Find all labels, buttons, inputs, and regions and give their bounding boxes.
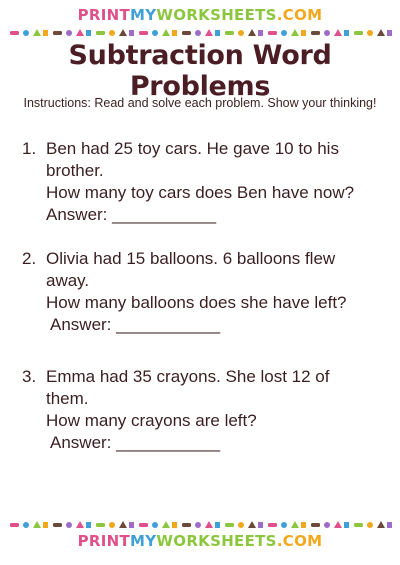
eraser-shape (215, 30, 220, 36)
answer-line[interactable]: Answer: ___________ (50, 315, 221, 334)
answer-line[interactable]: Answer: ___________ (50, 433, 221, 452)
dot-shape (281, 522, 287, 528)
pencil-shape (96, 523, 105, 527)
dot-shape (66, 522, 72, 528)
triangle-shape (291, 521, 299, 528)
pencil-shape (268, 523, 277, 527)
triangle-shape (33, 29, 41, 36)
brand-part-com: .COM (276, 6, 323, 24)
triangle-shape (377, 29, 385, 36)
dot-shape (66, 30, 72, 36)
problem-number: 2. (22, 249, 37, 268)
triangle-shape (248, 29, 256, 36)
eraser-shape (86, 30, 91, 36)
problem-3 (22, 366, 392, 454)
dot-shape (23, 30, 29, 36)
eraser-shape (387, 30, 392, 36)
triangle-shape (334, 521, 342, 528)
brand-logo-bottom (0, 532, 400, 550)
pencil-shape (354, 31, 363, 35)
triangle-shape (377, 521, 385, 528)
eraser-shape (258, 522, 263, 528)
triangle-shape (33, 521, 41, 528)
triangle-shape (162, 521, 170, 528)
pencil-shape (53, 523, 62, 527)
problem-question: How many toy cars does Ben have now? (46, 183, 355, 202)
pencil-shape (139, 523, 148, 527)
triangle-shape (291, 29, 299, 36)
pencil-shape (139, 31, 148, 35)
dot-shape (281, 30, 287, 36)
dot-shape (324, 30, 330, 36)
brand-part-my: MY (130, 532, 157, 550)
brand-part-com: .COM (276, 532, 323, 550)
pencil-shape (311, 31, 320, 35)
problem-2 (22, 248, 392, 336)
triangle-shape (248, 521, 256, 528)
pencil-shape (311, 523, 320, 527)
pencil-shape (225, 31, 234, 35)
triangle-shape (205, 521, 213, 528)
triangle-shape (76, 29, 84, 36)
problem-line: away. (46, 271, 90, 290)
eraser-shape (129, 30, 134, 36)
decorative-border-bottom (8, 518, 392, 532)
problem-line: Emma had 35 crayons. She lost 12 of (46, 367, 330, 386)
triangle-shape (76, 521, 84, 528)
decorative-border-top (8, 26, 392, 40)
eraser-shape (86, 522, 91, 528)
dot-shape (152, 30, 158, 36)
problem-line: them. (46, 389, 89, 408)
dot-shape (23, 522, 29, 528)
eraser-shape (301, 30, 306, 36)
eraser-shape (129, 522, 134, 528)
pencil-shape (354, 523, 363, 527)
brand-part-print: PRINT (77, 6, 131, 24)
triangle-shape (119, 29, 127, 36)
eraser-shape (344, 522, 349, 528)
eraser-shape (43, 30, 48, 36)
problem-line: Olivia had 15 balloons. 6 balloons flew (46, 249, 336, 268)
problem-1 (22, 138, 392, 226)
pencil-shape (182, 31, 191, 35)
eraser-shape (172, 522, 177, 528)
triangle-shape (334, 29, 342, 36)
dot-shape (152, 522, 158, 528)
page-title: Subtraction Word Problems (68, 40, 332, 102)
problem-question: How many balloons does she have left? (46, 293, 347, 312)
triangle-shape (119, 521, 127, 528)
pencil-shape (225, 523, 234, 527)
pencil-shape (96, 31, 105, 35)
triangle-shape (162, 29, 170, 36)
instructions-text: Instructions: Read and solve each problem. Show your thinking! (23, 96, 377, 110)
eraser-shape (258, 30, 263, 36)
pencil-shape (10, 31, 19, 35)
brand-logo-top (0, 6, 400, 24)
dot-shape (238, 522, 244, 528)
eraser-shape (172, 30, 177, 36)
dot-shape (195, 30, 201, 36)
dot-shape (195, 522, 201, 528)
eraser-shape (43, 522, 48, 528)
brand-part-print: PRINT (77, 532, 131, 550)
problem-number: 1. (22, 139, 37, 158)
dot-shape (238, 30, 244, 36)
problem-line: Ben had 25 toy cars. He gave 10 to his (46, 139, 339, 158)
brand-part-worksheets: WORKSHEETS (156, 532, 277, 550)
pencil-shape (53, 31, 62, 35)
eraser-shape (387, 522, 392, 528)
brand-part-worksheets: WORKSHEETS (156, 6, 277, 24)
eraser-shape (215, 522, 220, 528)
dot-shape (109, 30, 115, 36)
dot-shape (367, 30, 373, 36)
problem-question: How many crayons are left? (46, 411, 257, 430)
pencil-shape (268, 31, 277, 35)
dot-shape (367, 522, 373, 528)
triangle-shape (205, 29, 213, 36)
answer-line[interactable]: Answer: ___________ (46, 205, 217, 224)
problem-number: 3. (22, 367, 37, 386)
brand-part-my: MY (130, 6, 157, 24)
problem-line: brother. (46, 161, 104, 180)
eraser-shape (344, 30, 349, 36)
dot-shape (324, 522, 330, 528)
pencil-shape (182, 523, 191, 527)
dot-shape (109, 522, 115, 528)
pencil-shape (10, 523, 19, 527)
eraser-shape (301, 522, 306, 528)
